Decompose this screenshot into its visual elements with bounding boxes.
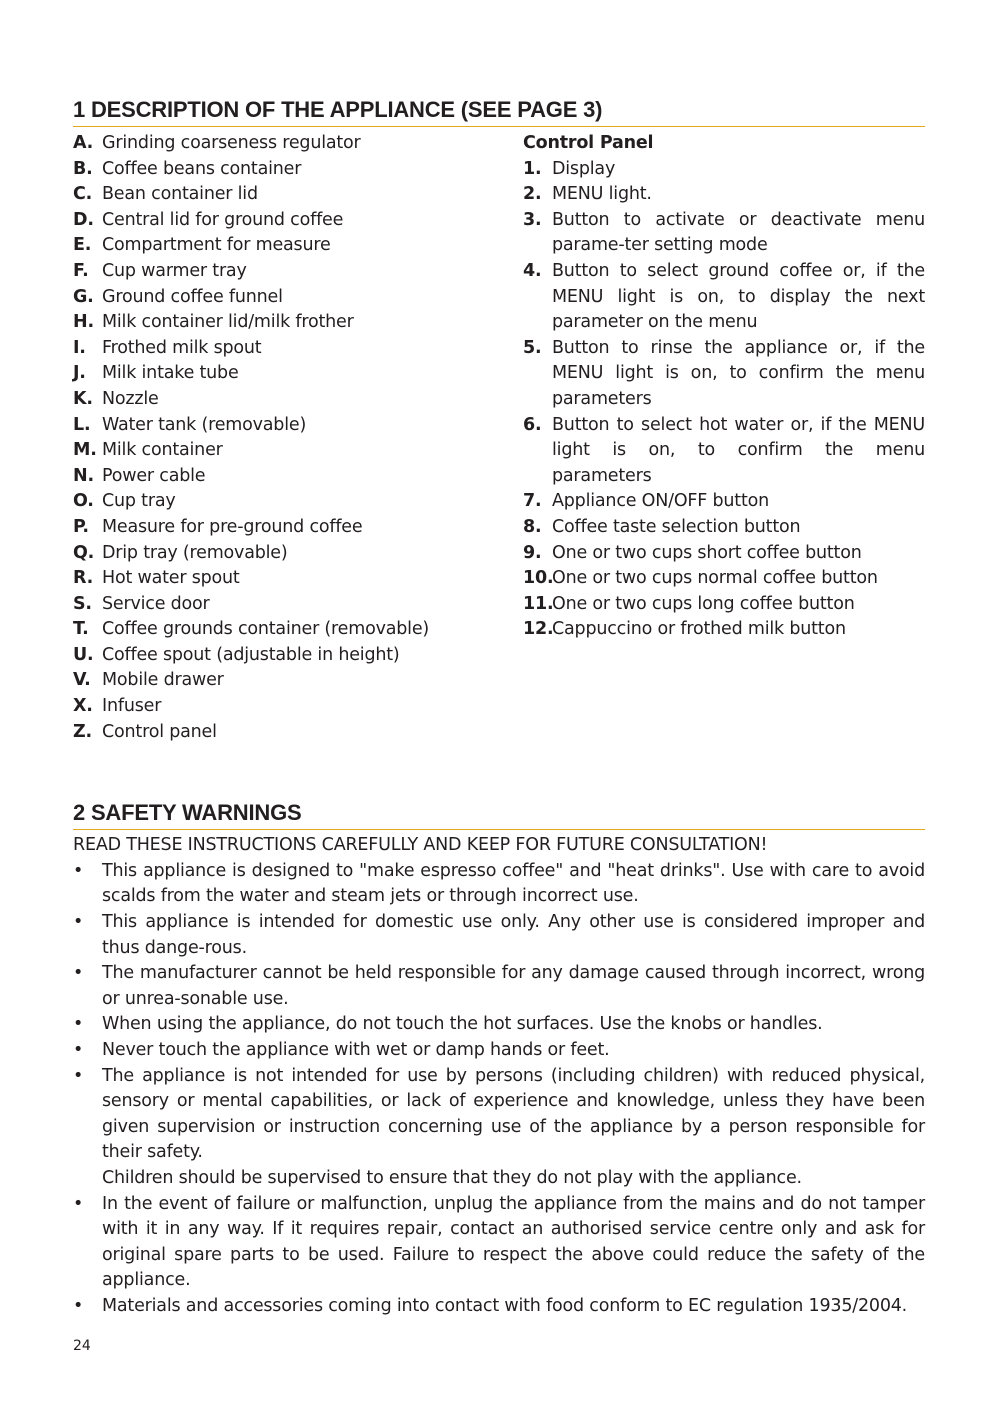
warning-item (73, 1192, 925, 1294)
part-item (73, 515, 523, 541)
page-number: 24 (73, 1338, 91, 1354)
section-title-safety: 2 SAFETY WARNINGS (73, 799, 925, 830)
warning-item (73, 961, 925, 1012)
control-panel-list (523, 157, 925, 643)
part-item (73, 464, 523, 490)
control-panel-item-text: One or two cups normal coffee button (552, 568, 878, 589)
part-item (73, 285, 523, 311)
section-description (73, 96, 925, 745)
part-item-key: R. (73, 568, 94, 589)
control-panel-item-key: 5. (523, 337, 542, 358)
part-item (73, 182, 523, 208)
control-panel-item-text: Button to select ground coffee or, if the MENU light is on, to display the next parameter on the menu (552, 260, 925, 333)
part-item (73, 157, 523, 183)
warning-text (102, 1294, 925, 1320)
control-panel-item-text: Button to activate or deactivate menu parame-ter setting mode (552, 209, 925, 256)
part-item (73, 336, 523, 362)
control-panel-item-text: Appliance ON/OFF button (552, 491, 770, 512)
part-item-key: N. (73, 465, 94, 486)
warnings-list (73, 859, 925, 1320)
warning-paragraph: The manufacturer cannot be held responsible for any damage caused through incorrect, wrong or unrea-sonable use. (102, 963, 925, 1009)
part-item-text: Ground coffee funnel (102, 286, 283, 307)
part-item-text: Drip tray (removable) (102, 542, 288, 563)
part-item-key: U. (73, 644, 94, 665)
part-item-text: Hot water spout (102, 568, 240, 589)
part-item-key: E. (73, 235, 92, 256)
part-item-key: D. (73, 209, 94, 230)
bullet-icon: • (73, 860, 84, 881)
part-item-text: Milk intake tube (102, 363, 239, 384)
warning-item (73, 910, 925, 961)
bullet-icon: • (73, 1065, 84, 1086)
warning-paragraph: Materials and accessories coming into contact with food conform to EC regulation 1935/2004. (102, 1295, 908, 1316)
part-item (73, 694, 523, 720)
children-note: Children should be supervised to ensure that they do not play with the appliance. (102, 1167, 802, 1188)
warning-paragraph: Never touch the appliance with wet or damp hands or feet. (102, 1040, 610, 1060)
warning-paragraph: When using the appliance, do not touch the hot surfaces. Use the knobs or handles. (102, 1014, 823, 1035)
control-panel-item (523, 157, 925, 183)
warning-text (102, 1038, 925, 1064)
part-item-text: Coffee spout (adjustable in height) (102, 644, 400, 665)
control-panel-item (523, 541, 925, 567)
warning-paragraph: In the event of failure or malfunction, unplug the appliance from the mains and do not tamper with it in any way. If it requires repair, contact an authorised service centre only and ask for original spare parts to be used. Failure to respect the above could reduce the safety of the appliance. (102, 1193, 925, 1291)
control-panel-item (523, 592, 925, 618)
control-panel-item-text: MENU light. (552, 184, 652, 205)
part-item-key: B. (73, 158, 93, 179)
control-panel-item-text: Button to rinse the appliance or, if the MENU light is on, to confirm the menu parameters (552, 337, 925, 409)
part-item-key: P. (73, 516, 89, 537)
part-item-text: Milk container (102, 440, 223, 461)
part-item-text: Compartment for measure (102, 235, 331, 256)
control-panel-item-key: 6. (523, 414, 542, 435)
bullet-icon: • (73, 963, 84, 984)
part-item-key: L. (73, 414, 91, 435)
warning-paragraph: This appliance is intended for domestic use only. Any other use is considered improper and thus dange-rous. (102, 912, 925, 958)
part-item (73, 643, 523, 669)
bullet-icon: • (73, 1040, 84, 1060)
part-item (73, 131, 523, 157)
part-item (73, 617, 523, 643)
control-panel-item (523, 182, 925, 208)
part-item-text: Central lid for ground coffee (102, 209, 344, 230)
control-panel-item-text: Coffee taste selection button (552, 516, 801, 537)
control-panel-item (523, 515, 925, 541)
part-item-key: Z. (73, 721, 92, 742)
warning-text (102, 1192, 925, 1294)
warning-text (102, 859, 925, 910)
part-item-key: O. (73, 491, 94, 512)
control-panel-item-key: 11. (523, 593, 554, 614)
control-panel-item-text: One or two cups short coffee button (552, 542, 862, 563)
control-panel-item (523, 566, 925, 592)
part-item-text: Mobile drawer (102, 670, 224, 691)
bullet-icon: • (73, 912, 84, 933)
control-panel-item-key: 1. (523, 158, 542, 179)
part-item-text: Grinding coarseness regulator (102, 133, 361, 153)
part-item (73, 668, 523, 694)
control-panel-item-key: 2. (523, 184, 542, 205)
control-panel-item-key: 10. (523, 568, 554, 589)
control-panel-item-key: 12. (523, 619, 554, 640)
warning-item (73, 1294, 925, 1320)
warning-item (73, 1012, 925, 1038)
description-columns (73, 131, 925, 745)
control-panel-item-text: Cappuccino or frothed milk button (552, 619, 846, 640)
control-panel-item (523, 336, 925, 413)
section-safety (73, 799, 925, 1319)
bullet-icon: • (73, 1295, 84, 1316)
control-panel-item (523, 413, 925, 490)
part-item-text: Frothed milk spout (102, 337, 262, 358)
part-item (73, 489, 523, 515)
part-item-text: Control panel (102, 721, 217, 742)
control-panel-item-key: 4. (523, 260, 542, 281)
warning-text (102, 961, 925, 1012)
part-item (73, 387, 523, 413)
part-item (73, 566, 523, 592)
warning-text (102, 910, 925, 961)
part-item-text: Nozzle (102, 388, 159, 409)
part-item-key: F. (73, 260, 89, 281)
control-panel-item-key: 7. (523, 491, 542, 512)
part-item-key: I. (73, 337, 86, 358)
part-item-text: Milk container lid/milk frother (102, 312, 354, 333)
control-panel-title: Control Panel (523, 133, 654, 153)
part-item (73, 413, 523, 439)
part-item-key: K. (73, 388, 93, 409)
part-item-text: Bean container lid (102, 184, 258, 205)
part-item-key: S. (73, 593, 92, 614)
warning-text (102, 1012, 925, 1038)
page-content (73, 96, 925, 1320)
control-panel-item-key: 3. (523, 209, 542, 230)
part-item-key: H. (73, 312, 94, 333)
part-item-key: X. (73, 696, 93, 717)
part-item-text: Service door (102, 593, 210, 614)
part-item-key: G. (73, 286, 94, 307)
part-item (73, 720, 523, 746)
part-item-key: M. (73, 440, 97, 461)
bullet-icon: • (73, 1014, 84, 1035)
warning-item (73, 1064, 925, 1192)
part-item (73, 361, 523, 387)
part-item (73, 259, 523, 285)
bullet-icon: • (73, 1193, 84, 1214)
part-item-text: Infuser (102, 696, 162, 717)
part-item-text: Power cable (102, 465, 206, 486)
section-title-description: 1 DESCRIPTION OF THE APPLIANCE (SEE PAGE 3) (73, 96, 925, 127)
part-item-key: C. (73, 184, 93, 205)
warning-paragraph: The appliance is not intended for use by persons (including children) with reduced physical, sensory or mental capabilities, or lack of experience and knowledge, unless they have been given supervision or instruction concerning use of the appliance by a person responsible for their safety. (102, 1065, 925, 1163)
part-item-text: Water tank (removable) (102, 414, 307, 435)
control-panel-item-key: 9. (523, 542, 542, 563)
control-panel-item (523, 489, 925, 515)
control-panel-item-text: Button to select hot water or, if the MENU light is on, to confirm the menu parameters (552, 414, 925, 486)
part-item-key: A. (73, 133, 94, 153)
part-item (73, 310, 523, 336)
part-item-key: Q. (73, 542, 95, 563)
part-item-text: Cup warmer tray (102, 260, 247, 281)
part-item (73, 233, 523, 259)
control-panel-item-text: One or two cups long coffee button (552, 593, 855, 614)
part-item (73, 541, 523, 567)
control-panel-item (523, 617, 925, 643)
part-item-text: Coffee beans container (102, 158, 302, 179)
parts-list (73, 131, 523, 745)
parts-column (73, 131, 523, 745)
part-item (73, 438, 523, 464)
part-item-key: J. (73, 363, 86, 384)
control-panel-item-key: 8. (523, 516, 542, 537)
part-item-text: Measure for pre-ground coffee (102, 516, 363, 537)
control-panel-item (523, 208, 925, 259)
control-panel-column (523, 131, 925, 745)
part-item-key: T. (73, 619, 89, 640)
warning-item (73, 1038, 925, 1064)
part-item (73, 592, 523, 618)
control-panel-item (523, 259, 925, 336)
part-item-key: V. (73, 670, 91, 691)
part-item-text: Cup tray (102, 491, 176, 512)
part-item (73, 208, 523, 234)
warning-item (73, 859, 925, 910)
warning-paragraph: This appliance is designed to "make espresso coffee" and "heat drinks". Use with care to avoid scalds from the water and steam jets or through incorrect use. (102, 860, 925, 907)
warning-text (102, 1064, 925, 1192)
part-item-text: Coffee grounds container (removable) (102, 619, 430, 640)
safety-intro: READ THESE INSTRUCTIONS CAREFULLY AND KEEP FOR FUTURE CONSULTATION! (73, 835, 768, 856)
control-panel-item-text: Display (552, 158, 616, 179)
